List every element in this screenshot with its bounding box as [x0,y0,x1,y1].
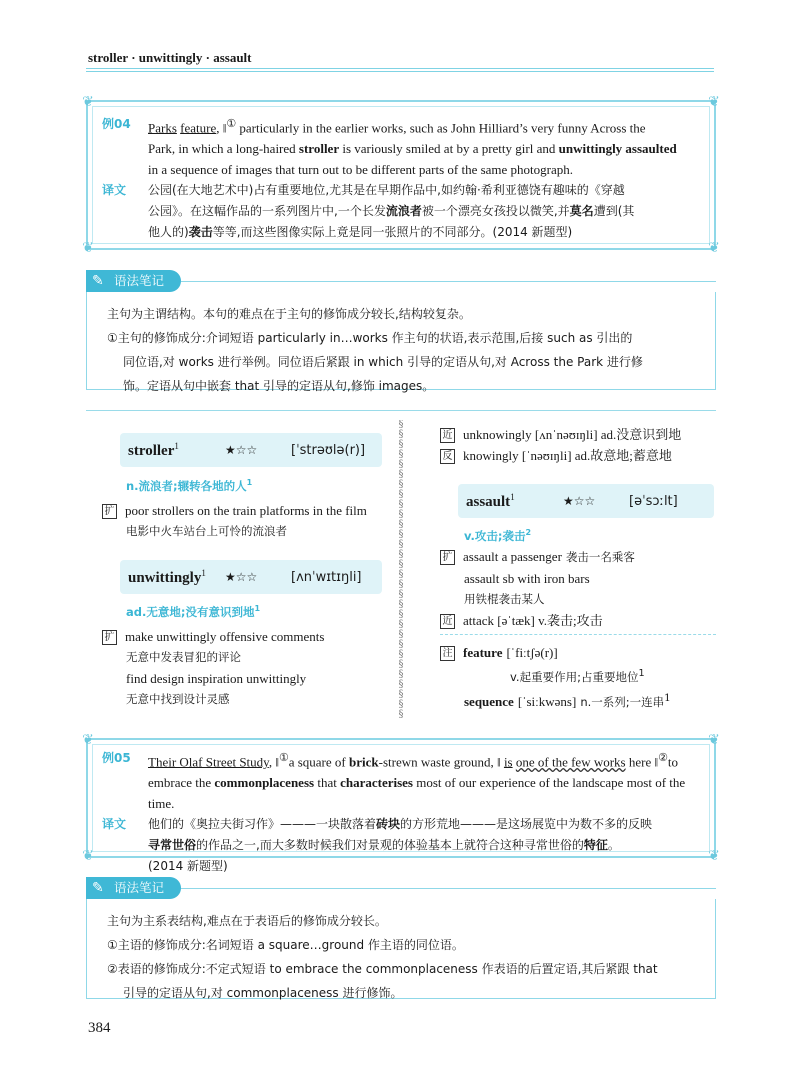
divider [440,634,716,635]
note-entries: 注 feature [ˈfiːtʃə(r)] v.起重要作用;占重要地位$^1$ sequence [ˈsiːkwəns] n.一系列;一连串$^1$ [440,642,720,713]
ornament-icon: ❦ [708,94,720,110]
ornament-icon: ❦ [82,94,94,110]
grammar-note-rule [181,888,716,889]
translation-tag: 译文 [102,183,127,198]
definition: ad.无意地;没有意识到地$^1$ [126,604,261,619]
phonetic: [ˈstrəʊlə(r)] [291,442,366,458]
definition: v.攻击;袭击$^2$ [464,528,532,543]
synonym-mark: 近 [440,428,455,443]
unwittingly-examples: 扩 make unwittingly offensive comments 无意中发表冒犯的评论 find design inspiration unwittingly 无意中找到设计灵感 [102,626,392,710]
example-04-translation: 公园(在大地艺术中)占有重要地位,尤其是在早期作品中,如约翰·希利亚德饶有趣味的《穿越 公园》。在这幅作品的一系列图片中,一个长发流浪者被一个漂亮女孩投以微笑,并莫名遭到(其 他人的)袭击等等,而这些图像实际上竟是同一张照片的不同部分。(2014 新题型) [148,183,635,240]
star-rating: ★☆☆ [563,493,596,508]
page-number: 384 [88,1020,111,1036]
stroller-example: 扩 poor strollers on the train platforms in the film 电影中火车站台上可怜的流浪者 [102,500,392,542]
ornament-icon: ❦ [708,240,720,256]
word-card-assault: assault$^1$ ★☆☆ [əˈsɔːlt] [458,484,714,518]
antonym-mark: 反 [440,449,455,464]
pen-icon: ✎ [92,880,104,896]
extension-mark: 扩 [102,504,117,519]
grammar-note-2: 主句为主系表结构,难点在于表语后的修饰成分较长。 ①主语的修饰成分:名词短语 a square…ground 作主语的同位语。 ②表语的修饰成分:不定式短语 to embrace the commonplaceness 作表语的后置定语,其后紧跟 that 引导的定语从句,对 commonplaceness 进行修饰。 [86,899,716,999]
ornament-icon: ❦ [82,848,94,864]
example-tag: 例05 [102,751,131,765]
grammar-note-rule [181,281,716,282]
example-04-english: Parks feature, ‖① particularly in the earlier works, such as John Hilliard’s very funny Across the Park, in which a long-haired stroller is variously smiled at by a pretty girl and unwittingly assaulted in a sequence of images that turn out to be different parts of the same photograph. [148,118,677,178]
ornament-icon: ❦ [82,240,94,256]
ornament-icon: ❦ [708,732,720,748]
synonym-mark: 近 [440,614,455,629]
extension-mark: 扩 [102,630,117,645]
phonetic: [əˈsɔːlt] [629,493,678,509]
star-rating: ★☆☆ [225,569,258,584]
section-separator [86,410,716,411]
word-card-unwittingly: unwittingly$^1$ ★☆☆ [ʌnˈwɪtɪŋli] [120,560,382,594]
star-rating: ★☆☆ [225,442,258,457]
note-mark: 注 [440,646,455,661]
phonetic: [ʌnˈwɪtɪŋli] [291,569,362,585]
pen-icon: ✎ [92,273,104,289]
translation-tag: 译文 [102,817,127,832]
word-card-stroller: stroller$^1$ ★☆☆ [ˈstrəʊlə(r)] [120,433,382,467]
column-divider: § § § § § § § § § § § § § § § § § § § § § § § § § § § § § § [398,420,404,720]
extension-mark: 扩 [440,550,455,565]
grammar-note-tab: ✎ 语法笔记 [86,270,181,292]
grammar-note-1: 主句为主谓结构。本句的难点在于主句的修饰成分较长,结构较复杂。 ①主句的修饰成分:介词短语 particularly in…works 作主句的状语,表示范围,后接 such as 引出的 同位语,对 works 进行举例。同位语后紧跟 in which 引导的定语从句,对 Across the Park 进行修 饰。定语从句中嵌套 that 引导的定语从句,修饰 images。 [86,292,716,390]
definition: n.流浪者;辗转各地的人$^1$ [126,478,253,493]
ornament-icon: ❦ [708,848,720,864]
grammar-note-tab: ✎ 语法笔记 [86,877,181,899]
running-head: stroller · unwittingly · assault [88,50,252,65]
header-rule [86,68,714,72]
assault-examples: 扩 assault a passenger 袭击一名乘客 assault sb with iron bars 用铁棍袭击某人 近 attack [əˈtæk] v.袭击;攻击 [440,546,720,631]
example-05-english: Their Olaf Street Study, ‖①a square of brick-strewn waste ground, ‖ is one of the few works here ‖②to embrace the commonplaceness that characterises most of our experience of the landscape most of the time. [148,752,686,812]
example-04-frame [82,94,720,256]
example-05-frame [82,732,720,874]
ornament-icon: ❦ [82,732,94,748]
example-05-translation: 他们的《奥拉夫街习作》———一块散落着砖块的方形荒地———是这场展览中为数不多的反映 寻常世俗的作品之一,而大多数时候我们对景观的体验基本上就符合这种寻常世俗的特征。 (2014 新题型) [148,817,653,874]
example-tag: 例04 [102,117,131,131]
synonym-antonym: 近 unknowingly [ʌnˈnəʊɪŋli] ad.没意识到地 反 knowingly [ˈnəʊɪŋli] ad.故意地;蓄意地 [440,424,720,466]
